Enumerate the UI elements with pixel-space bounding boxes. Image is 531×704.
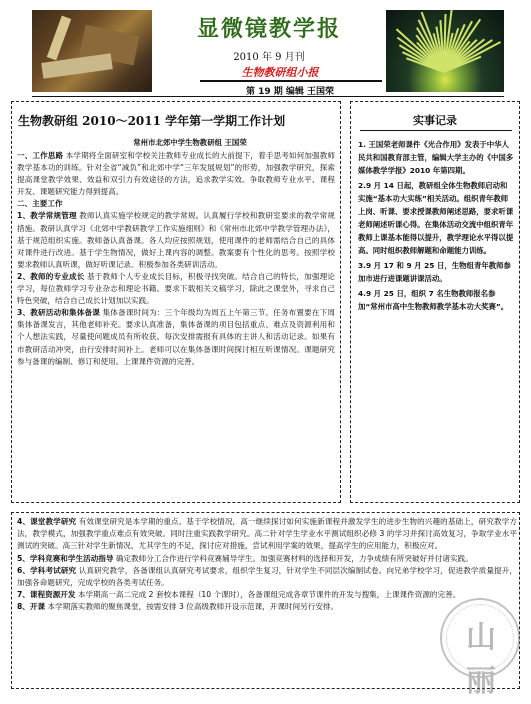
paragraph-heading: 7、课程资源开发 xyxy=(17,590,76,600)
site-watermark-logo: 山丽 xyxy=(440,598,522,680)
paragraph-text: 本学期将全面研室和学校关注教师专业成长的大前提下，着手思考如何加强教师教学基本功的训练。针对全省“减负”和北郊中学“三年发展规划”的形势，加强教学研究，探索提高课堂教学效果、效益和双引力有效途径的方法，追求教学实效。争取教师专业水平、课程开发、课题研究能力得到提高。 xyxy=(17,151,335,197)
sidebar-title-rule xyxy=(360,130,512,131)
article-paragraph xyxy=(17,516,517,553)
article-paragraph xyxy=(17,198,335,210)
sea-anemone-photo xyxy=(386,10,504,92)
paragraph-text: 认真研究教学，各备课组认真研究考试要求，组织学生复习，针对学生不同层次编制试卷。向兄弟学校学习，促进教学质量提升，加强各命题研究，完成学校的各类考试任务。 xyxy=(17,565,517,588)
paragraph-text: 本学期落实教师的聚焦课堂，按需安排 3 位高级教师开设示范课，开课时间另行安排。 xyxy=(45,602,339,612)
paragraph-heading: 二、主要工作 xyxy=(17,199,63,209)
news-item: 3.9 月 17 和 9 月 25 日，生物组青年教师参加市进行进课题讲课活动。 xyxy=(358,261,511,283)
article-body xyxy=(17,150,335,498)
article-paragraph xyxy=(17,150,335,198)
paragraph-heading: 8、开课 xyxy=(17,602,46,612)
article-paragraph xyxy=(17,565,517,589)
news-item: 4.9 月 25 日，组织 7 名生物教师报名参加“常州市高中生物教师教学基本功大奖赛”。 xyxy=(358,289,509,311)
article-byline: 常州市北郊中学生物教研组 王国荣 xyxy=(133,138,247,147)
masthead-divider xyxy=(200,80,382,82)
newsletter-title: 显微镜教学报 xyxy=(196,16,341,42)
paragraph-text: 确定教师分工合作进行学科竞赛辅导学生。加强竞赛材料的选择和开发，力争成绩有所突破好并付诸实践。 xyxy=(113,553,473,563)
paragraph-text: 集体备课时间为：三个年级均为周五上午第三节。任务布置要在下周集体备课发言，其他老师补充。要求认真准备，集体备课的项目包括重点、难点及资源利用和个人想法实践，尽量使问题成员有所收获。每次安排需报有具体的主讲人和活动记录。如果有市教研活动冲突，由行安排时间补上。老师可以在集体备课时间探讨相互听课情况。课题研究参与备课的编制、修订和使用。上课课件资源的完善。 xyxy=(17,308,335,366)
news-item: 2.9 月 14 日起，教研组全体生物教师启动和实施“基本功大实练”相关活动。组织青年教师上岗、听课、要求授课教师阐述思路，要求听课老师阐述听课心得。在集体活动交流中组织青年教师上课基本能得以提升，教学理论水平得以提高。同时组织教师解题和命题能力训练。 xyxy=(358,181,514,255)
article-paragraph xyxy=(17,553,517,565)
paragraph-heading: 2、教师的专业成长 xyxy=(17,271,85,281)
paragraph-heading: 1、教学常规管理 xyxy=(17,211,77,221)
microscope-books-photo xyxy=(32,10,152,92)
masthead-bottom-rule xyxy=(32,96,504,97)
paragraph-heading: 3、教研活动和集体备课 xyxy=(17,308,100,318)
sidebar-title: 实事记录 xyxy=(413,114,457,127)
paragraph-heading: 5、学科竞赛和学生活动指导 xyxy=(17,553,114,563)
paragraph-text: 教师认真实施学校规定的教学常规。认真履行学校和教研室要求的教学常规措施。教研认真学习《北郊中学教研教学工作实施细则》和《常州市北郊中学教学管理办法》，基于规范组织实施。教师备认真备课。各人均应按照规划，使用课件的老师需结合自己的具体对课件进行改进。基于学生物情况，做好上课内容的调整。教案要有个性化的思考。按照学校要求教师认真听课，做好听课记录。积极参加各类研训活动。 xyxy=(17,211,335,269)
newsletter-subtitle: 生物教研组小报 xyxy=(241,66,319,79)
paragraph-text: 本学期高一高二完成 2 套校本课程（10 个课时），各备课组完成各章节课件的开发与搜集，上课课件资源的完善。 xyxy=(75,590,461,600)
paragraph-heading: 6、学科考试研究 xyxy=(17,565,77,575)
paragraph-heading: 一、工作思路 xyxy=(17,151,64,160)
sidebar-body xyxy=(358,138,514,498)
paragraph-text: 基于教师个人专业成长目标，积极寻找突破。结合自己的特长，加强理论学习，每位教师学习专业杂志和理论书籍。要求下载相关文稿学习，除此之课堂外，寻求自己特色突破，结合自己成长计划加以实践。 xyxy=(17,271,335,306)
news-item: 1. 王国荣老师课件《光合作用》发表于中华人民共和国教育部主管，编辑大学主办的《中国多媒体教学学报》2010 年第四期。 xyxy=(358,140,514,175)
paragraph-heading: 4、课堂教学研究 xyxy=(17,517,77,526)
issue-editor: 第 19 期 编辑 王国荣 xyxy=(245,87,335,97)
issue-date: 2010 年 9 月刊 xyxy=(233,52,305,63)
paragraph-text: 有效课堂研究是本学期的重点。基于学校情况，高一继续探讨如何实施新课程并激发学生的进步生物的兴趣的基础上，研究教学方法，教学模式，加强教学重点难点有效突破。同时注重实践教学研究。高二针对学生学业水平测试组织必修 3 的学习并探讨高效复习，争取学业水平测试的突破。高三针对学生新情况，尤其学生的不足，探讨应对措施，尝试利用学案的效果，提高学生的应用能力，积极应对。 xyxy=(17,517,517,551)
article-paragraph xyxy=(17,271,335,307)
article-paragraph xyxy=(17,307,335,367)
article-paragraph xyxy=(17,210,335,270)
article-title: 生物教研组 2010～2011 学年第一学期工作计划 xyxy=(18,114,286,128)
